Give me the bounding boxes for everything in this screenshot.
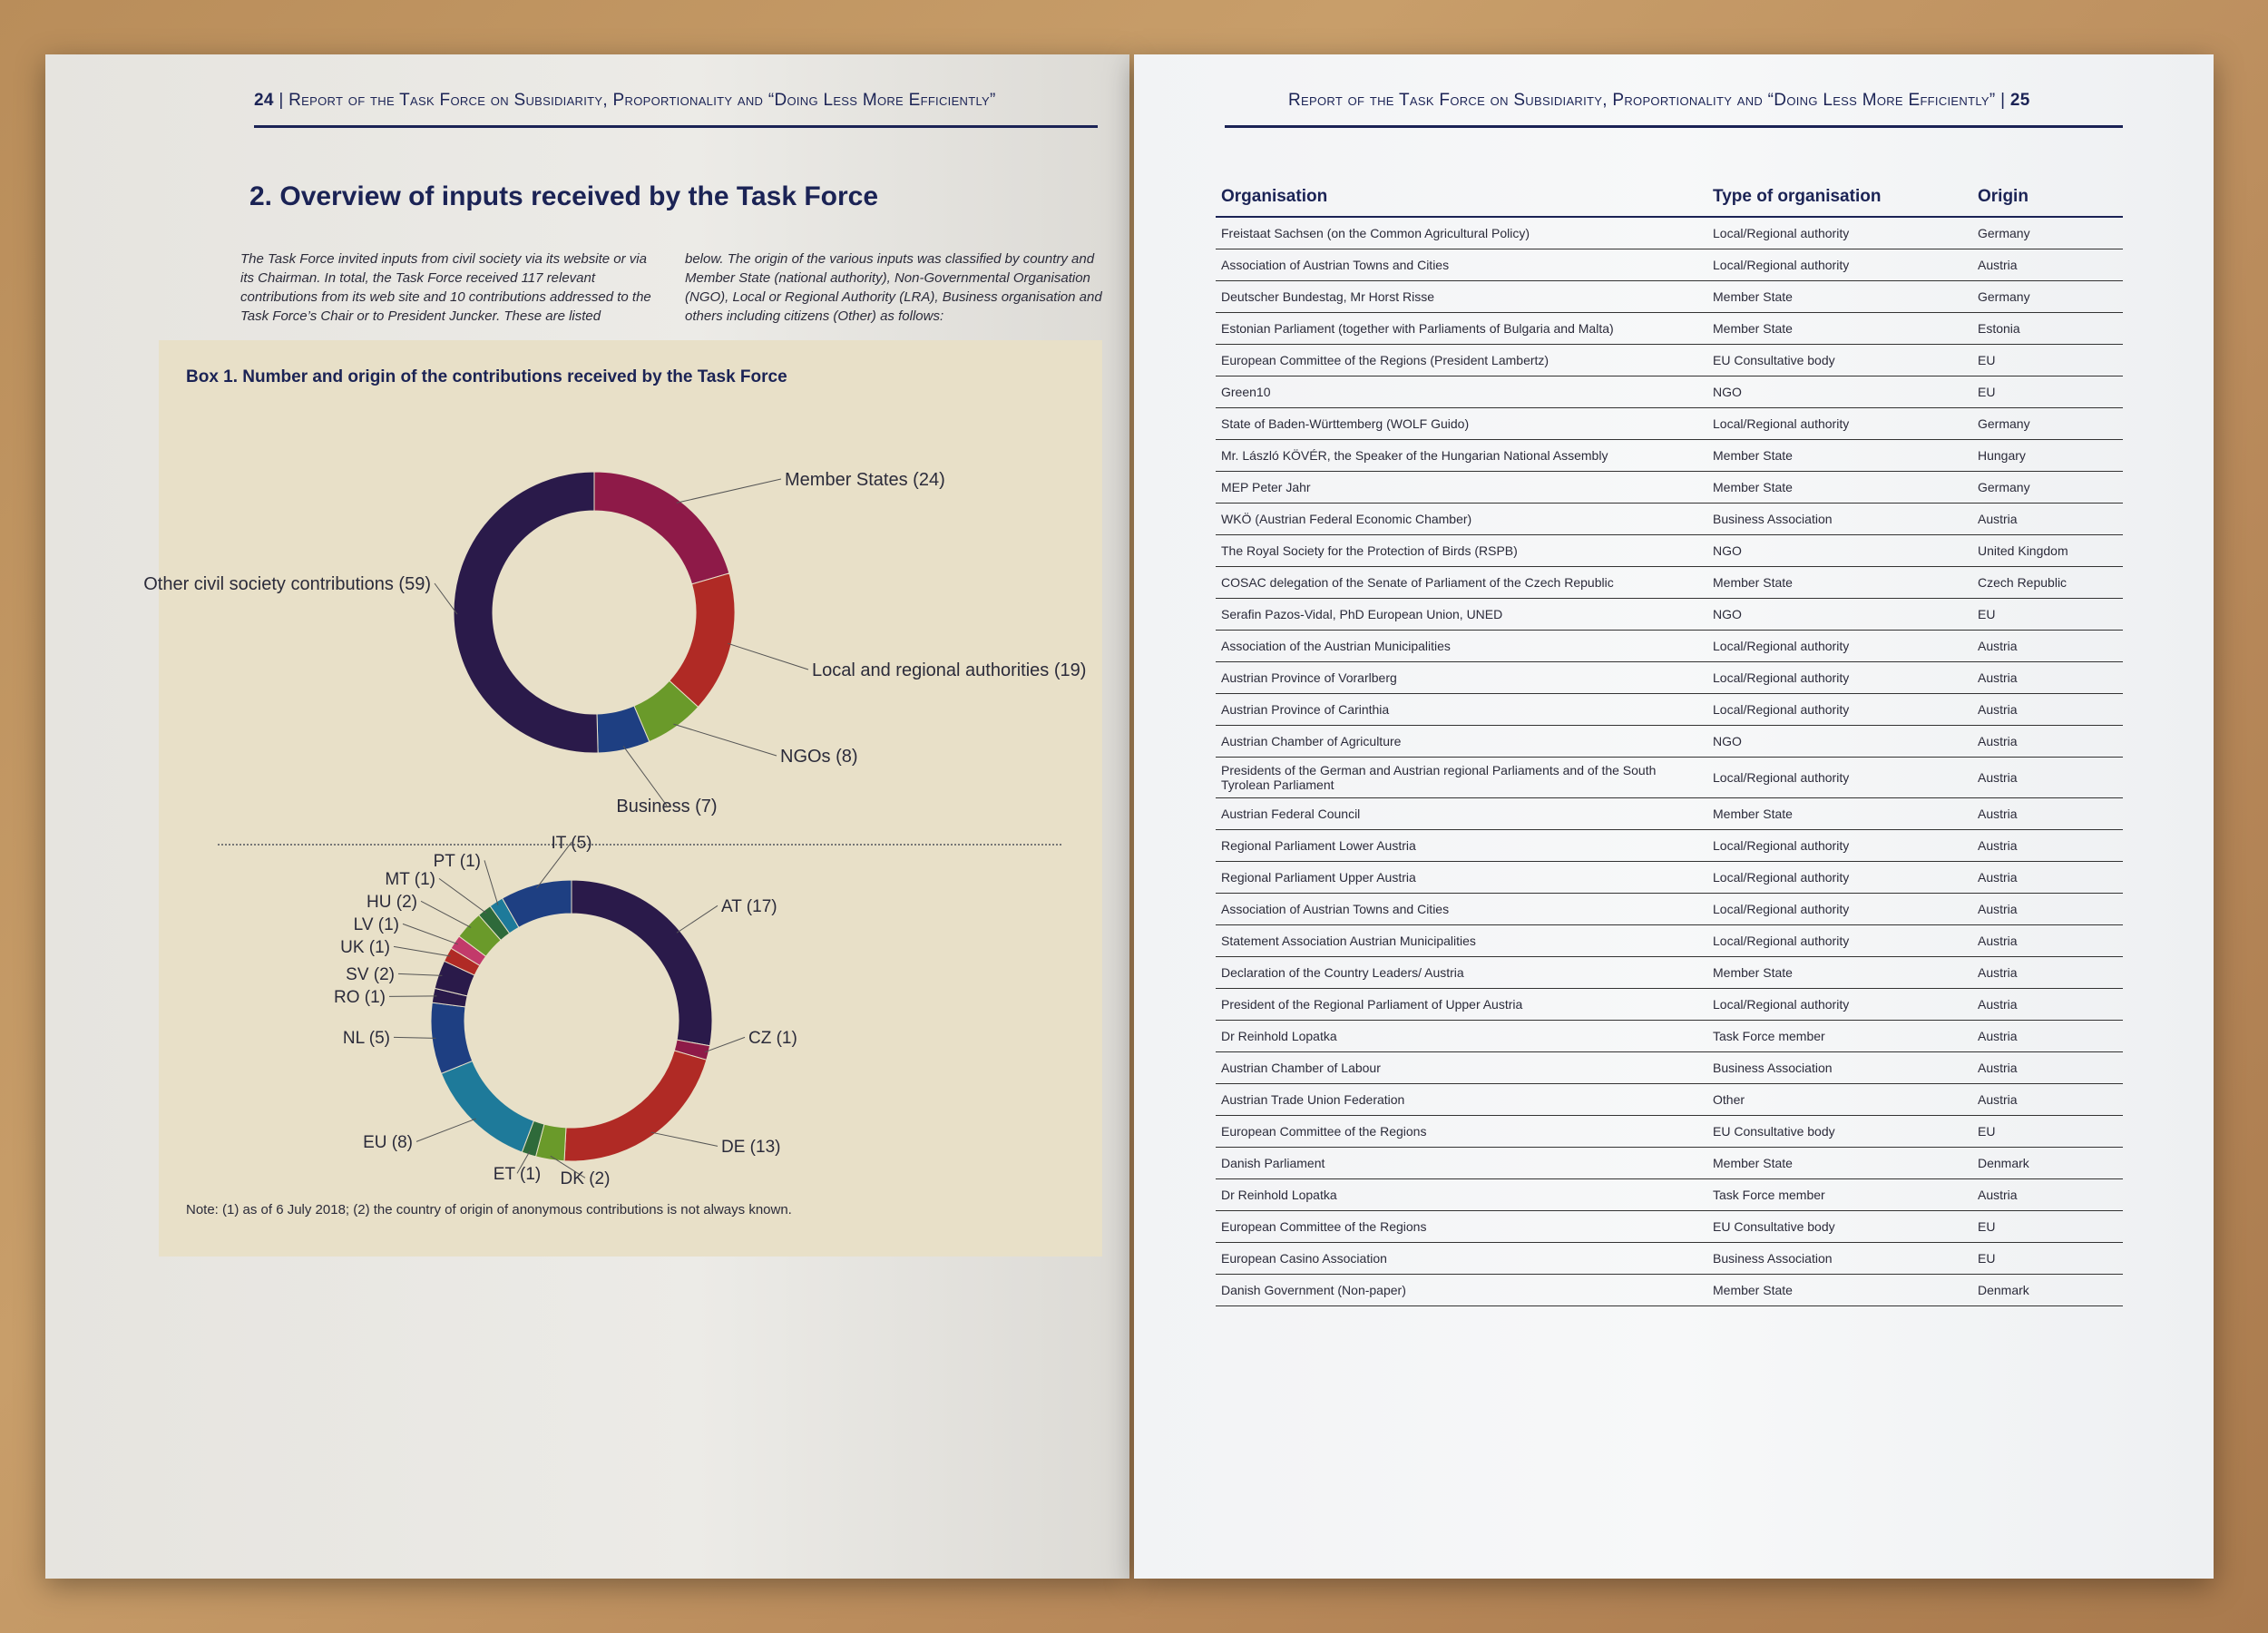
- chart2-label: DK (2): [560, 1169, 611, 1188]
- table-row: [1216, 535, 2123, 567]
- table-header-row: [1216, 181, 2123, 217]
- chart1-slice: [670, 573, 735, 707]
- cell-type: Local/Regional authority: [1707, 217, 1972, 249]
- table-row: [1216, 694, 2123, 726]
- right-page: [1134, 54, 2214, 1579]
- cell-organisation: Austrian Province of Vorarlberg: [1216, 662, 1707, 694]
- cell-origin: Germany: [1972, 281, 2123, 313]
- cell-organisation: Association of Austrian Towns and Cities: [1216, 894, 1707, 925]
- cell-origin: United Kingdom: [1972, 535, 2123, 567]
- cell-type: Local/Regional authority: [1707, 249, 1972, 281]
- cell-organisation: European Committee of the Regions: [1216, 1211, 1707, 1243]
- chart2-label: LV (1): [353, 915, 399, 934]
- header-organisation: Organisation: [1216, 181, 1707, 217]
- cell-organisation: Dr Reinhold Lopatka: [1216, 1021, 1707, 1052]
- box-1: [143, 340, 1102, 1257]
- cell-origin: Austria: [1972, 830, 2123, 862]
- cell-organisation: Danish Parliament: [1216, 1148, 1707, 1179]
- cell-type: Business Association: [1707, 504, 1972, 535]
- chart2-slice: [431, 1002, 473, 1073]
- table-row: [1216, 1179, 2123, 1211]
- cell-organisation: Green10: [1216, 376, 1707, 408]
- cell-organisation: European Committee of the Regions: [1216, 1116, 1707, 1148]
- section-title: 2. Overview of inputs received by the Task Force: [249, 181, 879, 211]
- cell-type: Local/Regional authority: [1707, 925, 1972, 957]
- cell-origin: Austria: [1972, 989, 2123, 1021]
- table-row: [1216, 440, 2123, 472]
- chart2-leader-line: [394, 1037, 435, 1038]
- table-row: [1216, 1052, 2123, 1084]
- table-row: [1216, 1021, 2123, 1052]
- donut-chart-country: [159, 834, 1102, 1229]
- cell-organisation: Association of the Austrian Municipalities: [1216, 631, 1707, 662]
- left-page: [45, 54, 1129, 1579]
- table-row: [1216, 217, 2123, 249]
- table-row: [1216, 249, 2123, 281]
- right-page-header: Report of the Task Force on Subsidiarity, Proportionality and “Doing Less More Efficiently” | 25: [1288, 91, 2030, 110]
- cell-organisation: Serafin Pazos-Vidal, PhD European Union, UNED: [1216, 599, 1707, 631]
- table-row: [1216, 925, 2123, 957]
- chart2-label: RO (1): [334, 988, 386, 1007]
- cell-organisation: Deutscher Bundestag, Mr Horst Risse: [1216, 281, 1707, 313]
- cell-type: NGO: [1707, 376, 1972, 408]
- cell-type: EU Consultative body: [1707, 1211, 1972, 1243]
- table-row: [1216, 376, 2123, 408]
- table-row: [1216, 345, 2123, 376]
- cell-origin: EU: [1972, 1116, 2123, 1148]
- cell-type: EU Consultative body: [1707, 345, 1972, 376]
- cell-origin: Austria: [1972, 249, 2123, 281]
- cell-organisation: COSAC delegation of the Senate of Parliament of the Czech Republic: [1216, 567, 1707, 599]
- chart2-label: UK (1): [340, 938, 390, 957]
- cell-origin: Denmark: [1972, 1148, 2123, 1179]
- cell-origin: EU: [1972, 345, 2123, 376]
- table-row: [1216, 281, 2123, 313]
- cell-type: Local/Regional authority: [1707, 662, 1972, 694]
- chart2-leader-line: [484, 860, 498, 905]
- cell-type: Local/Regional authority: [1707, 631, 1972, 662]
- chart2-slice: [564, 1051, 707, 1161]
- cell-organisation: President of the Regional Parliament of Upper Austria: [1216, 989, 1707, 1021]
- cell-origin: Austria: [1972, 1021, 2123, 1052]
- cell-type: Local/Regional authority: [1707, 408, 1972, 440]
- cell-origin: Austria: [1972, 758, 2123, 798]
- cell-type: Member State: [1707, 1275, 1972, 1306]
- cell-origin: Hungary: [1972, 440, 2123, 472]
- cell-organisation: Austrian Province of Carinthia: [1216, 694, 1707, 726]
- chart1-label: NGOs (8): [780, 747, 858, 767]
- cell-origin: Austria: [1972, 1084, 2123, 1116]
- cell-type: Business Association: [1707, 1052, 1972, 1084]
- cell-type: Local/Regional authority: [1707, 694, 1972, 726]
- table-row: [1216, 631, 2123, 662]
- table-row: [1216, 408, 2123, 440]
- chart2-label: PT (1): [433, 852, 481, 871]
- cell-organisation: Regional Parliament Lower Austria: [1216, 830, 1707, 862]
- chart2-leader-line: [439, 878, 486, 913]
- chart2-label: DE (13): [721, 1138, 781, 1157]
- cell-organisation: Statement Association Austrian Municipalities: [1216, 925, 1707, 957]
- table-row: [1216, 662, 2123, 694]
- left-page-number: 24: [254, 91, 274, 110]
- chart1-leader-line: [677, 479, 781, 503]
- table-row: [1216, 599, 2123, 631]
- chart2-label: MT (1): [385, 870, 435, 889]
- cell-type: Task Force member: [1707, 1021, 1972, 1052]
- chart2-slice: [572, 880, 712, 1046]
- cell-type: Member State: [1707, 957, 1972, 989]
- cell-origin: EU: [1972, 599, 2123, 631]
- cell-origin: Austria: [1972, 1052, 2123, 1084]
- cell-origin: Austria: [1972, 1179, 2123, 1211]
- chart2-leader-line: [677, 905, 718, 933]
- cell-type: Member State: [1707, 798, 1972, 830]
- cell-origin: Austria: [1972, 957, 2123, 989]
- cell-type: Task Force member: [1707, 1179, 1972, 1211]
- chart1-leader-line: [673, 724, 777, 756]
- table-row: [1216, 1084, 2123, 1116]
- box-title: Box 1. Number and origin of the contributions received by the Task Force: [186, 367, 787, 386]
- table-row: [1216, 862, 2123, 894]
- cell-origin: Austria: [1972, 798, 2123, 830]
- cell-origin: Germany: [1972, 472, 2123, 504]
- header-type: Type of organisation: [1707, 181, 1972, 217]
- cell-organisation: European Committee of the Regions (President Lambertz): [1216, 345, 1707, 376]
- cell-type: NGO: [1707, 599, 1972, 631]
- cell-origin: Germany: [1972, 408, 2123, 440]
- chart1-slice: [454, 472, 598, 753]
- donut-chart-type: [143, 340, 1102, 830]
- cell-type: EU Consultative body: [1707, 1116, 1972, 1148]
- chart2-leader-line: [650, 1132, 718, 1146]
- table-row: [1216, 957, 2123, 989]
- right-header-rule: [1225, 125, 2123, 128]
- table-row: [1216, 313, 2123, 345]
- cell-type: NGO: [1707, 535, 1972, 567]
- cell-type: Local/Regional authority: [1707, 862, 1972, 894]
- cell-type: Member State: [1707, 440, 1972, 472]
- cell-organisation: The Royal Society for the Protection of Birds (RSPB): [1216, 535, 1707, 567]
- dotted-divider: [218, 844, 1061, 846]
- chart1-label: Business (7): [616, 797, 718, 816]
- cell-type: Local/Regional authority: [1707, 758, 1972, 798]
- cell-origin: Austria: [1972, 631, 2123, 662]
- cell-organisation: Association of Austrian Towns and Cities: [1216, 249, 1707, 281]
- chart1-label: Local and regional authorities (19): [812, 660, 1087, 680]
- cell-organisation: Austrian Trade Union Federation: [1216, 1084, 1707, 1116]
- cell-type: Member State: [1707, 1148, 1972, 1179]
- chart2-label: HU (2): [367, 893, 417, 912]
- chart2-label: CZ (1): [748, 1029, 797, 1048]
- cell-type: Business Association: [1707, 1243, 1972, 1275]
- chart1-label: Other civil society contributions (59): [143, 574, 431, 594]
- left-header-title: Report of the Task Force on Subsidiarity, Proportionality and “Doing Less More Efficiently”: [288, 91, 996, 110]
- table-row: [1216, 989, 2123, 1021]
- cell-origin: Czech Republic: [1972, 567, 2123, 599]
- cell-type: Local/Regional authority: [1707, 830, 1972, 862]
- header-origin: Origin: [1972, 181, 2123, 217]
- cell-organisation: Freistaat Sachsen (on the Common Agricultural Policy): [1216, 217, 1707, 249]
- cell-origin: Austria: [1972, 726, 2123, 758]
- cell-organisation: Austrian Federal Council: [1216, 798, 1707, 830]
- cell-organisation: Austrian Chamber of Labour: [1216, 1052, 1707, 1084]
- cell-type: Local/Regional authority: [1707, 894, 1972, 925]
- chart2-label: NL (5): [342, 1029, 390, 1048]
- cell-organisation: Estonian Parliament (together with Parliaments of Bulgaria and Malta): [1216, 313, 1707, 345]
- chart2-label: IT (5): [551, 834, 592, 853]
- cell-organisation: European Casino Association: [1216, 1243, 1707, 1275]
- chart2-leader-line: [416, 1119, 476, 1141]
- table-row: [1216, 1275, 2123, 1306]
- table-row: [1216, 894, 2123, 925]
- chart2-leader-line: [403, 924, 458, 944]
- cell-type: Member State: [1707, 567, 1972, 599]
- chart1-leader-line: [728, 643, 808, 670]
- cell-origin: Austria: [1972, 925, 2123, 957]
- cell-origin: Austria: [1972, 894, 2123, 925]
- cell-organisation: Dr Reinhold Lopatka: [1216, 1179, 1707, 1211]
- cell-type: NGO: [1707, 726, 1972, 758]
- intro-column-1: The Task Force invited inputs from civil society via its website or via its Chairman. In total, the Task Force received 117 relevant contributions from its web site and 10 contributions addressed to the Task Force’s Chair or to President Juncker. These are listed: [240, 251, 651, 324]
- chart2-slice: [441, 1061, 533, 1152]
- chart2-label: ET (1): [493, 1165, 542, 1184]
- cell-type: Local/Regional authority: [1707, 989, 1972, 1021]
- cell-type: Other: [1707, 1084, 1972, 1116]
- table-row: [1216, 1243, 2123, 1275]
- cell-organisation: Regional Parliament Upper Austria: [1216, 862, 1707, 894]
- cell-organisation: Mr. László KÖVÉR, the Speaker of the Hungarian National Assembly: [1216, 440, 1707, 472]
- table-row: [1216, 726, 2123, 758]
- table-row: [1216, 830, 2123, 862]
- cell-type: Member State: [1707, 281, 1972, 313]
- cell-origin: Germany: [1972, 217, 2123, 249]
- cell-origin: Denmark: [1972, 1275, 2123, 1306]
- cell-organisation: Danish Government (Non-paper): [1216, 1275, 1707, 1306]
- chart2-leader-line: [394, 946, 451, 956]
- table-row: [1216, 472, 2123, 504]
- cell-organisation: State of Baden-Württemberg (WOLF Guido): [1216, 408, 1707, 440]
- cell-organisation: Declaration of the Country Leaders/ Austria: [1216, 957, 1707, 989]
- cell-type: Member State: [1707, 313, 1972, 345]
- cell-origin: Estonia: [1972, 313, 2123, 345]
- cell-origin: Austria: [1972, 504, 2123, 535]
- left-page-header: 24 | Report of the Task Force on Subsidiarity, Proportionality and “Doing Less More Efficiently”: [254, 91, 996, 110]
- cell-origin: Austria: [1972, 694, 2123, 726]
- cell-origin: EU: [1972, 1211, 2123, 1243]
- chart2-leader-line: [398, 973, 442, 975]
- right-page-number: 25: [2009, 91, 2030, 110]
- table-row: [1216, 1148, 2123, 1179]
- intro-column-2: below. The origin of the various inputs was classified by country and Member State (national authority), Non-Governmental Organisation (NGO), Local or Regional Authority (LRA), Business organisation and others including citizens (Other) as follows:: [685, 251, 1102, 324]
- table-row: [1216, 504, 2123, 535]
- cell-origin: EU: [1972, 1243, 2123, 1275]
- chart2-label: SV (2): [346, 965, 395, 984]
- chart2-label: EU (8): [363, 1133, 413, 1152]
- organisations-table: [1216, 181, 2123, 1306]
- cell-organisation: Austrian Chamber of Agriculture: [1216, 726, 1707, 758]
- chart2-label: AT (17): [721, 897, 777, 916]
- table-row: [1216, 567, 2123, 599]
- cell-organisation: Presidents of the German and Austrian regional Parliaments and of the South Tyrolean Parliament: [1216, 758, 1707, 798]
- cell-type: Member State: [1707, 472, 1972, 504]
- cell-organisation: WKÖ (Austrian Federal Economic Chamber): [1216, 504, 1707, 535]
- chart2-leader-line: [421, 901, 471, 927]
- chart1-slice: [594, 472, 729, 584]
- cell-origin: EU: [1972, 376, 2123, 408]
- right-header-title: Report of the Task Force on Subsidiarity, Proportionality and “Doing Less More Efficiently”: [1288, 91, 1996, 110]
- table-row: [1216, 1116, 2123, 1148]
- chart1-label: Member States (24): [785, 470, 945, 490]
- table-row: [1216, 758, 2123, 798]
- table-row: [1216, 1211, 2123, 1243]
- table-row: [1216, 798, 2123, 830]
- cell-origin: Austria: [1972, 662, 2123, 694]
- cell-organisation: MEP Peter Jahr: [1216, 472, 1707, 504]
- left-header-rule: [254, 125, 1098, 128]
- cell-origin: Austria: [1972, 862, 2123, 894]
- box-note: Note: (1) as of 6 July 2018; (2) the country of origin of anonymous contributions is not always known.: [186, 1202, 792, 1217]
